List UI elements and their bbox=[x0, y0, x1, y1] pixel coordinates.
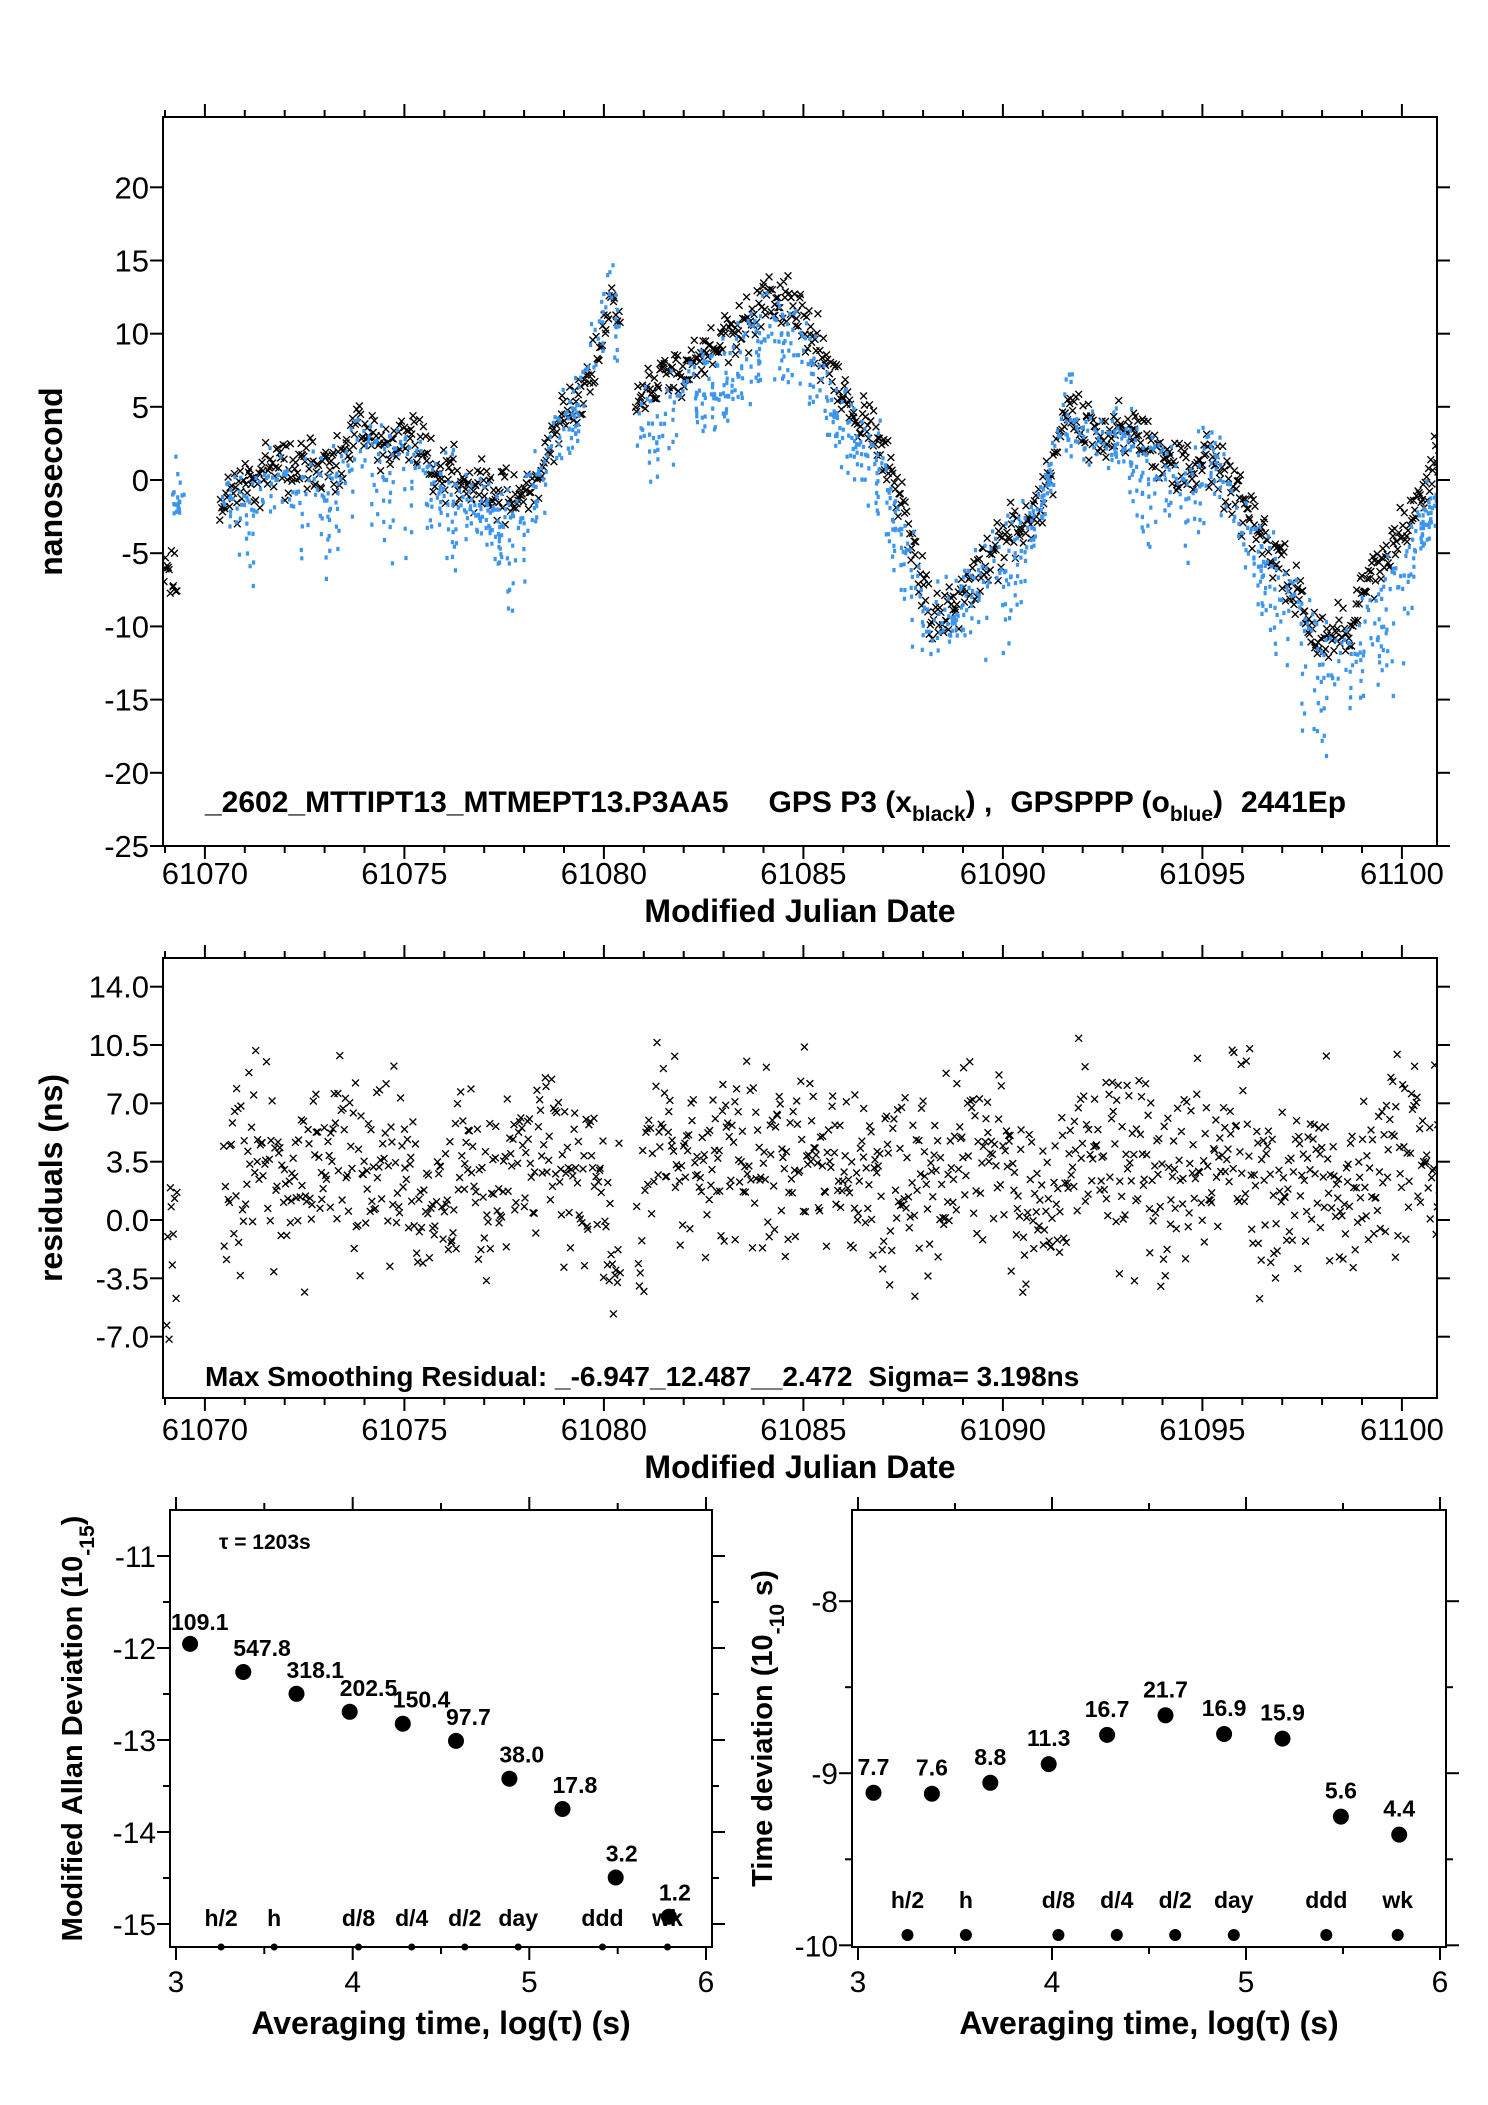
data-point-label: 11.3 bbox=[1026, 1725, 1071, 1752]
y-tick-label: -15 bbox=[112, 1909, 156, 1942]
x-tick-label: 5 bbox=[1237, 1966, 1255, 1999]
data-point-label: 38.0 bbox=[499, 1741, 545, 1768]
y-tick-label: 0.0 bbox=[105, 1203, 149, 1238]
tau-mark-dot bbox=[664, 1944, 671, 1951]
y-tick-label: -8 bbox=[811, 1586, 838, 1620]
x-tick-label: 61075 bbox=[361, 1412, 448, 1447]
data-point bbox=[1275, 1731, 1291, 1747]
tau-mark-dot bbox=[271, 1944, 278, 1951]
tau-mark-label: h bbox=[958, 1887, 973, 1913]
data-point-label: 4.4 bbox=[1383, 1795, 1416, 1822]
y-tick-label: -13 bbox=[112, 1725, 156, 1758]
x-tick-label: 61095 bbox=[1159, 1412, 1246, 1447]
tau-mark-label: ddd bbox=[581, 1905, 624, 1931]
data-point bbox=[448, 1733, 464, 1749]
tau-mark-dot bbox=[1228, 1929, 1240, 1941]
y-axis-title: nanosecond bbox=[33, 387, 69, 576]
data-point-label: 8.8 bbox=[974, 1743, 1007, 1770]
tau-mark-label: h bbox=[267, 1905, 282, 1931]
y-tick-label: 5 bbox=[131, 389, 149, 425]
tau-mark-label: h/2 bbox=[204, 1905, 238, 1931]
x-tick-label: 3 bbox=[167, 1966, 185, 1999]
y-tick-label: -14 bbox=[112, 1817, 156, 1850]
x-tick-label: 6 bbox=[697, 1966, 715, 1999]
data-point-label: 16.9 bbox=[1201, 1695, 1247, 1721]
tau-mark-label: wk bbox=[1382, 1887, 1414, 1913]
tau-mark-dot bbox=[355, 1944, 362, 1951]
data-point bbox=[924, 1786, 940, 1802]
tau-mark-label: d/8 bbox=[341, 1905, 376, 1931]
data-point-label: 97.7 bbox=[446, 1703, 491, 1730]
y-tick-label: -3.5 bbox=[95, 1261, 149, 1297]
x-tick-label: 61085 bbox=[760, 856, 847, 891]
tau-mark-dot bbox=[1052, 1929, 1064, 1941]
data-point-label: 5.6 bbox=[1324, 1777, 1357, 1804]
data-point bbox=[342, 1704, 358, 1720]
data-point-label: 109.1 bbox=[171, 1608, 229, 1635]
x-tick-label: 61100 bbox=[1359, 1412, 1444, 1447]
data-point bbox=[866, 1785, 882, 1801]
x-tick-label: 61090 bbox=[959, 856, 1047, 891]
tau-mark-dot bbox=[218, 1944, 225, 1951]
tau-mark-label: d/4 bbox=[395, 1905, 429, 1931]
tau-mark-label: h/2 bbox=[890, 1887, 925, 1913]
data-point-label: 21.7 bbox=[1143, 1676, 1188, 1703]
tau-mark-label: d/4 bbox=[1100, 1887, 1134, 1913]
y-tick-label: -10 bbox=[794, 1930, 838, 1964]
tau-mark-label: wk bbox=[652, 1905, 683, 1931]
data-point-label: 15.9 bbox=[1260, 1699, 1305, 1726]
data-point-label: 7.6 bbox=[915, 1754, 948, 1781]
x-tick-label: 61080 bbox=[560, 1412, 648, 1447]
data-point-label: 7.7 bbox=[857, 1753, 890, 1780]
x-axis-title: Modified Julian Date bbox=[644, 1449, 956, 1485]
x-tick-label: 61080 bbox=[560, 856, 648, 891]
data-point bbox=[1041, 1756, 1057, 1772]
tau-mark-label: d/2 bbox=[1158, 1887, 1192, 1913]
tau-annotation: τ = 1203s bbox=[219, 1531, 311, 1554]
y-tick-label: 10.5 bbox=[88, 1028, 149, 1063]
y-tick-label: -15 bbox=[104, 682, 149, 718]
y-axis-title: Time deviation ($10_{-10}$ s) bbox=[747, 1570, 789, 1887]
data-point bbox=[608, 1870, 624, 1886]
x-axis-title: Averaging time, log(τ) (s) bbox=[251, 2005, 631, 2041]
data-point-label: 150.4 bbox=[392, 1686, 451, 1713]
x-tick-label: 61070 bbox=[161, 1412, 249, 1447]
y-tick-label: 10 bbox=[114, 316, 149, 352]
x-tick-label: 61070 bbox=[161, 856, 249, 891]
data-point bbox=[1216, 1726, 1232, 1742]
residual-stats-annotation: Max Smoothing Residual: _-6.947_12.487__2.472 Sigma= 3.198ns bbox=[205, 1361, 1080, 1392]
data-point-label: 318.1 bbox=[286, 1656, 345, 1683]
tau-mark-dot bbox=[1111, 1929, 1123, 1941]
x-tick-label: 61100 bbox=[1359, 856, 1444, 891]
tau-mark-dot bbox=[1392, 1929, 1404, 1941]
x-tick-label: 61095 bbox=[1159, 856, 1246, 891]
y-tick-label: -10 bbox=[104, 609, 149, 645]
x-tick-label: 5 bbox=[520, 1966, 538, 1999]
data-point-label: 547.8 bbox=[233, 1635, 291, 1661]
data-point bbox=[1099, 1727, 1115, 1743]
data-point bbox=[501, 1771, 517, 1787]
y-tick-label: 14.0 bbox=[88, 969, 149, 1005]
y-tick-label: -9 bbox=[811, 1758, 838, 1792]
y-axis-title: Modified Allan Deviation $(10_{-15})$ bbox=[57, 1515, 99, 1942]
tau-mark-dot bbox=[1169, 1929, 1181, 1941]
tau-mark-label: day bbox=[1213, 1887, 1254, 1913]
tau-mark-dot bbox=[960, 1929, 972, 1941]
x-axis-title: Averaging time, log(τ) (s) bbox=[959, 2005, 1339, 2041]
y-tick-label: 0 bbox=[131, 463, 149, 498]
data-point bbox=[1333, 1809, 1349, 1825]
x-tick-label: 61075 bbox=[361, 856, 448, 891]
data-point bbox=[395, 1716, 411, 1732]
plot-title: _2602_MTTIPT13_MTMEPT13.P3AA5 GPS P3 $(x_{black})$ , GPSPPP $(o_{blue})$ 2441Ep bbox=[205, 786, 1347, 826]
y-tick-label: -25 bbox=[104, 829, 149, 864]
data-point-label: 1.2 bbox=[658, 1879, 691, 1906]
y-axis-title: residuals (ns) bbox=[33, 1073, 69, 1283]
data-point bbox=[182, 1636, 198, 1652]
data-point bbox=[235, 1664, 251, 1680]
y-tick-label: 7.0 bbox=[105, 1086, 149, 1122]
y-tick-label: -7.0 bbox=[95, 1319, 149, 1355]
y-tick-label: 20 bbox=[114, 170, 149, 206]
data-point bbox=[1391, 1827, 1407, 1843]
data-point bbox=[982, 1775, 998, 1791]
y-tick-label: -12 bbox=[112, 1633, 156, 1666]
data-point-label: 16.7 bbox=[1084, 1695, 1130, 1722]
data-point bbox=[555, 1801, 571, 1817]
tau-mark-dot bbox=[461, 1944, 468, 1951]
data-point-label: 17.8 bbox=[552, 1772, 598, 1798]
y-tick-label: 15 bbox=[114, 243, 149, 279]
data-point bbox=[289, 1686, 305, 1702]
tau-mark-label: ddd bbox=[1305, 1887, 1348, 1913]
tau-mark-dot bbox=[599, 1944, 606, 1951]
y-tick-label: 3.5 bbox=[105, 1144, 149, 1180]
x-tick-label: 61090 bbox=[959, 1412, 1047, 1447]
tau-mark-label: day bbox=[498, 1905, 539, 1931]
data-point-label: 202.5 bbox=[339, 1674, 398, 1701]
tau-mark-dot bbox=[902, 1929, 914, 1941]
data-point bbox=[1158, 1707, 1174, 1723]
x-tick-label: 61085 bbox=[760, 1412, 847, 1447]
x-tick-label: 4 bbox=[344, 1966, 362, 1999]
tau-mark-dot bbox=[515, 1944, 522, 1951]
x-tick-label: 6 bbox=[1431, 1966, 1449, 1999]
y-tick-label: -5 bbox=[121, 536, 149, 572]
tau-mark-label: d/8 bbox=[1041, 1887, 1076, 1913]
x-tick-label: 3 bbox=[849, 1966, 867, 1999]
x-tick-label: 4 bbox=[1043, 1966, 1061, 1999]
y-tick-label: -11 bbox=[114, 1541, 156, 1574]
tau-mark-label: d/2 bbox=[448, 1905, 482, 1931]
y-tick-label: -20 bbox=[104, 755, 149, 791]
tau-mark-dot bbox=[1320, 1929, 1332, 1941]
x-axis-title: Modified Julian Date bbox=[644, 893, 956, 929]
data-point-label: 3.2 bbox=[605, 1840, 638, 1867]
tau-mark-dot bbox=[408, 1944, 415, 1951]
